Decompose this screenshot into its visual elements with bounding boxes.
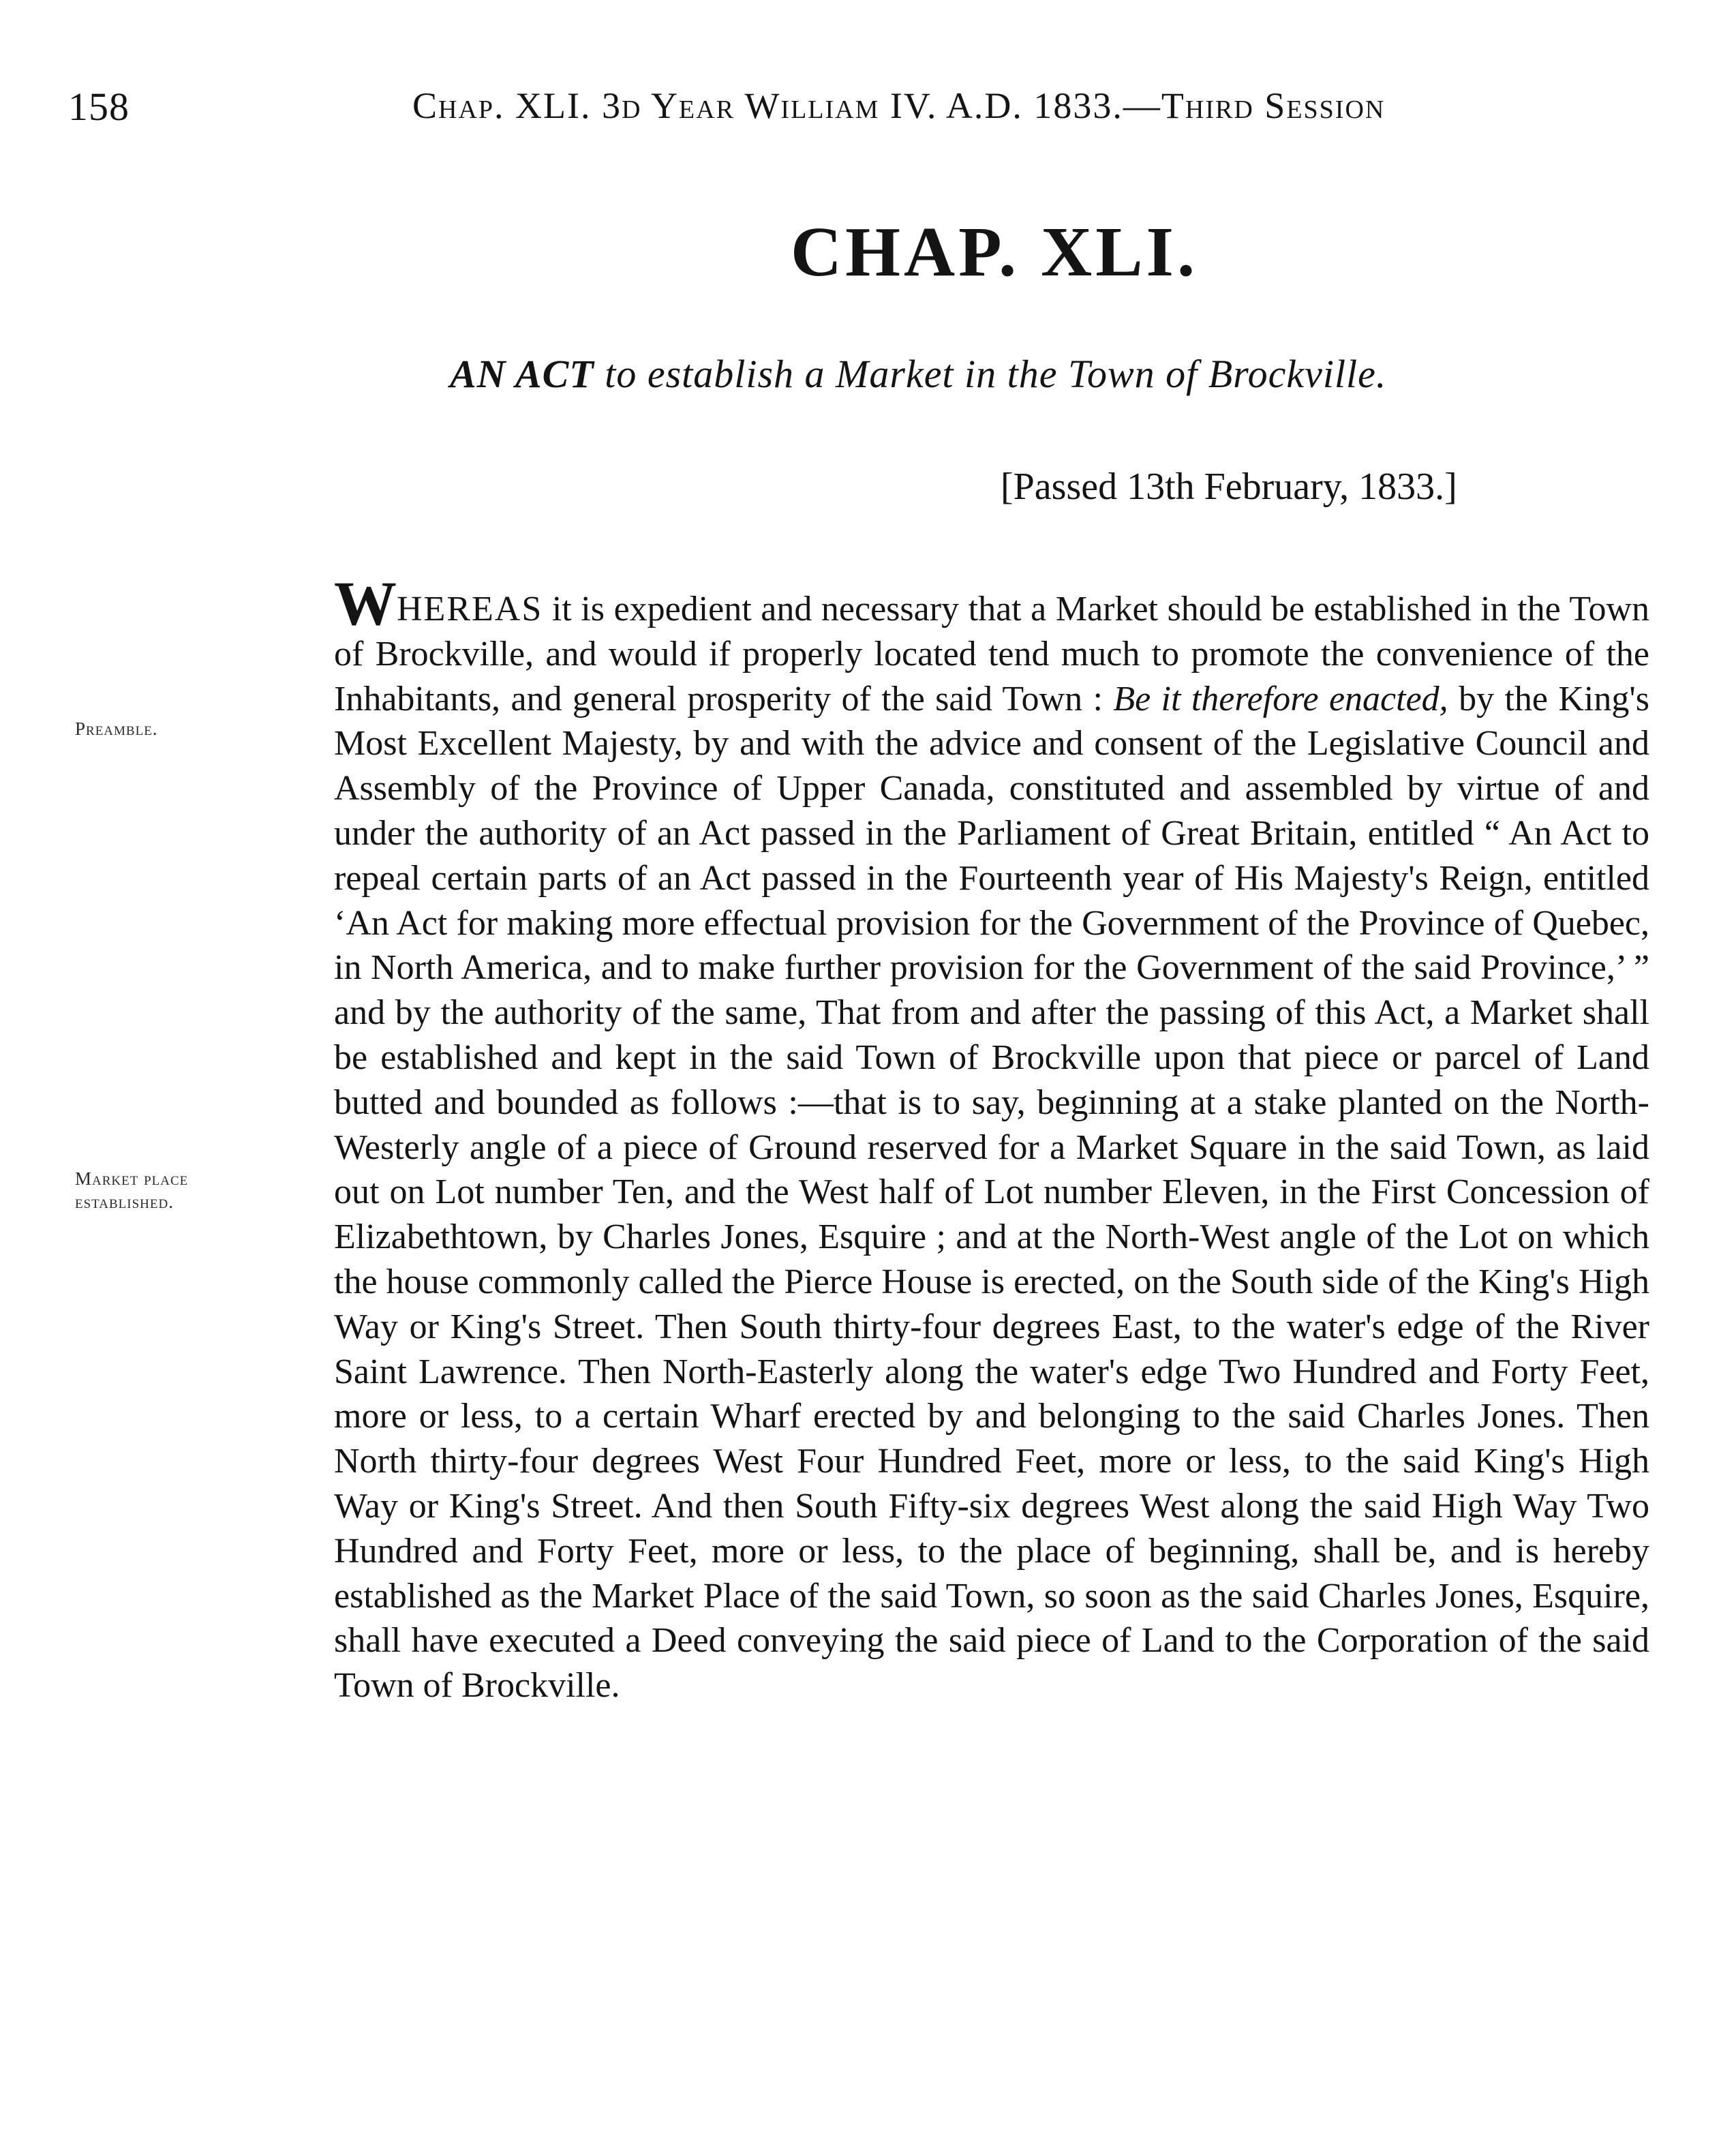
- act-title-text: to establish a Market in the Town of Brockville.: [594, 352, 1387, 396]
- margin-note-preamble: Preamble.: [75, 718, 158, 739]
- body-text-1: it is expedient and necessary that a Market should be established in the Town of Brockville, and would if properly located tend much to promote the convenience of the Inhabitants, and general prosperity of the said Town :: [334, 590, 1649, 718]
- body-text-2: by the King's Most Excellent Majesty, by and with the advice and consent of the Legislative Council and Assembly of the Province of Upper Canada, constituted and assembled by virtue of and under the authority of an Act passed in the Parliament of Great Britain, entitled “ An Act to repeal certain parts of an Act passed in the Fourteenth year of His Majesty's Reign, entitled ‘An Act for making more effectual provision for the Government of the Province of Quebec, in North America, and to make further provision for the Government of the said Province,’ ” and by the authority of the same, That from and after the passing of this Act, a Market shall be established and kept in the said Town of Brockville upon that piece or parcel of Land butted and bounded as follows :—that is to say, beginning at a stake planted on the North-Westerly angle of a piece of Ground reserved for a Market Square in the said Town, as laid out on Lot number Ten, and the West half of Lot number Eleven, in the First Concession of Elizabethtown, by Charles Jones, Esquire ; and at the North-West angle of the Lot on which the house commonly called the Pierce House is erected, on the South side of the King's High Way or King's Street. Then South thirty-four degrees East, to the water's edge of the River Saint Lawrence. Then North-Easterly along the water's edge Two Hundred and Forty Feet, more or less, to a certain Wharf erected by and belonging to the said Charles Jones. Then North thirty-four degrees West Four Hundred Feet, more or less, to the said King's High Way or King's Street. And then South Fifty-six degrees West along the said High Way Two Hundred and Forty Feet, more or less, to the place of beginning, shall be, and is hereby established as the Market Place of the said Town, so soon as the said Charles Jones, Esquire, shall have executed a Deed conveying the said piece of Land to the Corporation of the said Town of Brockville.: [334, 679, 1649, 1706]
- act-title: [450, 354, 1386, 394]
- margin-note-market-place: Market place established.: [75, 1168, 189, 1212]
- act-title-lead: AN ACT: [450, 352, 594, 396]
- opening-caps: HEREAS: [397, 590, 543, 629]
- chapter-title: CHAP. XLI.: [791, 213, 1199, 291]
- enacting-clause: Be it therefore enacted,: [1113, 679, 1448, 718]
- act-body-paragraph: [334, 569, 1649, 1708]
- passed-date: [Passed 13th February, 1833.]: [1001, 466, 1457, 508]
- running-head: Chap. XLI. 3d Year William IV. A.D. 1833.—Third Session: [412, 85, 1386, 126]
- drop-letter: W: [334, 569, 397, 638]
- page-number: 158: [68, 85, 130, 129]
